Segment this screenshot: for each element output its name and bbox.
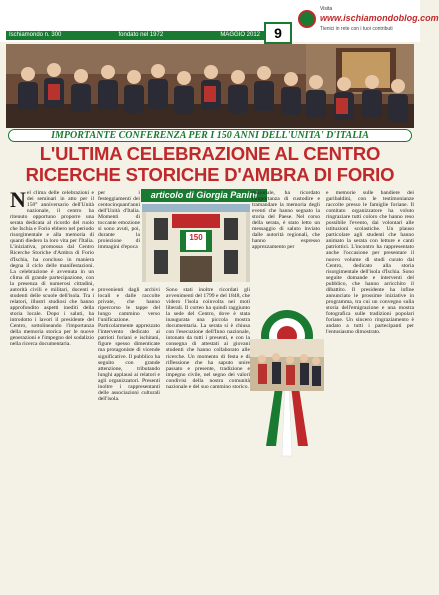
article-title [6, 143, 414, 185]
issue-label: Ischiamondo n. 300 [9, 32, 62, 38]
globe-icon [298, 10, 316, 28]
logo-site-link[interactable]: www.ischiamondoblog.com [320, 13, 439, 23]
masthead-bar [6, 31, 264, 40]
logo-top-text: Visita [320, 6, 333, 12]
article-column-5: e memorie sulle bandiere dei garibaldini, con le testimonianze raccolte presso le famiglie foriane. Il comitato organizzatore ha voluto ringraziare tutti coloro che hanno reso possibile l'evento, dai volontari alle istituzioni scolastiche. Un plauso particolare agli studenti che hanno animato la serata con letture e canti patriottici. L'incontro ha rappresentato anche l'occasione per presentare il nuovo volume di studi curato dal Centro, dedicato alla storia risorgimentale dell'isola d'Ischia. Sono seguite domande e interventi del pubblico, che hanno arricchito il dibattito. Il presidente ha infine annunciato le prossime iniziative in programma, tra cui un convegno sulla storia dell'emigrazione e una mostra fotografica sulle tradizioni popolari foriane. Un sincero ringraziamento è andato a tutti i partecipanti per l'entusiasmo dimostrato. [326, 190, 414, 336]
article-column-2-top: per i festeggiamenti dei centocinquant'anni dell'Unità d'Italia. Momenti di toccante emozione si sono avuti, poi, durante la proiezione di immagini d'epoca [98, 190, 141, 251]
founded-label: fondato nel 1972 [118, 32, 164, 38]
article-title-line-1: L'ULTIMA CELEBRAZIONE AL CENTRO [39, 143, 381, 164]
article-column-2-bottom: provenienti dagli archivi locali e dalle raccolte private, che hanno ripercorso le tappe del lungo cammino verso l'unificazione. Particolarmente apprezzato l'intervento dedicato ai patrioti foriani e ischitani, figure spesso dimenticate ma protagoniste di vicende significative. Il pubblico ha seguito con grande attenzione, tributando lunghi applausi ai relatori e agli organizzatori. Presenti inoltre i rappresentanti delle associazioni culturali dell'isola. [98, 287, 160, 402]
blog-logo[interactable] [296, 6, 439, 40]
event-photo [250, 339, 324, 391]
article-byline: articolo di Giorgia Panini [141, 189, 267, 202]
audience-photo [6, 44, 414, 128]
article-column-3: Sono stati inoltre ricordati gli avvenimenti del 1799 e del 1848, che videro l'isola coinvolta nei moti liberali. Il corteo ha quindi raggiunto la sede del Centro, dove è stata inaugurata una piccola mostra documentaria. La serata si è chiusa con l'esecuzione dell'Inno nazionale, intonato da tutti i presenti, e con la consegna di attestati ai giovani studenti che hanno collaborato alle ricerche. Un momento di festa e di riflessione che ha saputo unire passato e presente, tradizione e impegno civile, nel segno dei valori condivisi della nostra comunità nazionale e del suo cammino storico. [166, 287, 250, 390]
building-photo-image [142, 204, 250, 282]
event-photo-image [250, 339, 324, 391]
page-number: 9 [264, 22, 292, 44]
page-header [0, 0, 439, 42]
drop-cap: N [10, 187, 26, 212]
article-title-line-2: RICERCHE STORICHE D'AMBRA DI FORIO [25, 164, 395, 185]
building-photo [142, 204, 250, 282]
column-1-text: el clima delle celebrazioni e dei seminari in atto per il 150° anniversario dell'Unità nazionale, il centro ha ritenuto opportuno proporre una serata dedicata al ricordo del ruolo che Ischia e Forio ebbero nel periodo risorgimentale e alla memoria di quanti diedero la loro vita per l'Italia. L'iniziativa, promossa dal Centro Ricerche Storiche d'Ambra di Forio d'Ischia, ha concluso in maniera degna il ciclo delle manifestazioni. La celebrazione è avvenuta in un clima di grande partecipazione, con la presenza di numerosi cittadini, autorità civili e militari, docenti e studenti delle scuole dell'isola. Tra i relatori, illustri studiosi che hanno approfondito aspetti inediti della storia locale. Dopo i saluti, ha introdotto i lavori il presidente del Centro, sottolineando l'importanza della memoria storica per le nuove generazioni e l'impegno del sodalizio nella ricerca documentaria. [10, 190, 94, 348]
section-banner: IMPORTANTE CONFERENZA PER I 150 ANNI DELL'UNITA' D'ITALIA [8, 129, 412, 142]
audience-photo-image [6, 44, 414, 128]
date-label: MAGGIO 2012 [220, 32, 260, 38]
article-column-1 [10, 187, 94, 588]
anniversary-number: 150 [189, 233, 203, 242]
article-column-4: nazionale, ha ricordato l'importanza di custodire e tramandare la memoria degli eventi che hanno segnato la storia del Paese. Nel corso della serata, è stato letto un messaggio di saluto inviato dalle autorità regionali, che hanno espresso apprezzamento per [252, 190, 320, 251]
logo-tagline: Tienici in rete con i tuoi contributi [320, 26, 393, 32]
